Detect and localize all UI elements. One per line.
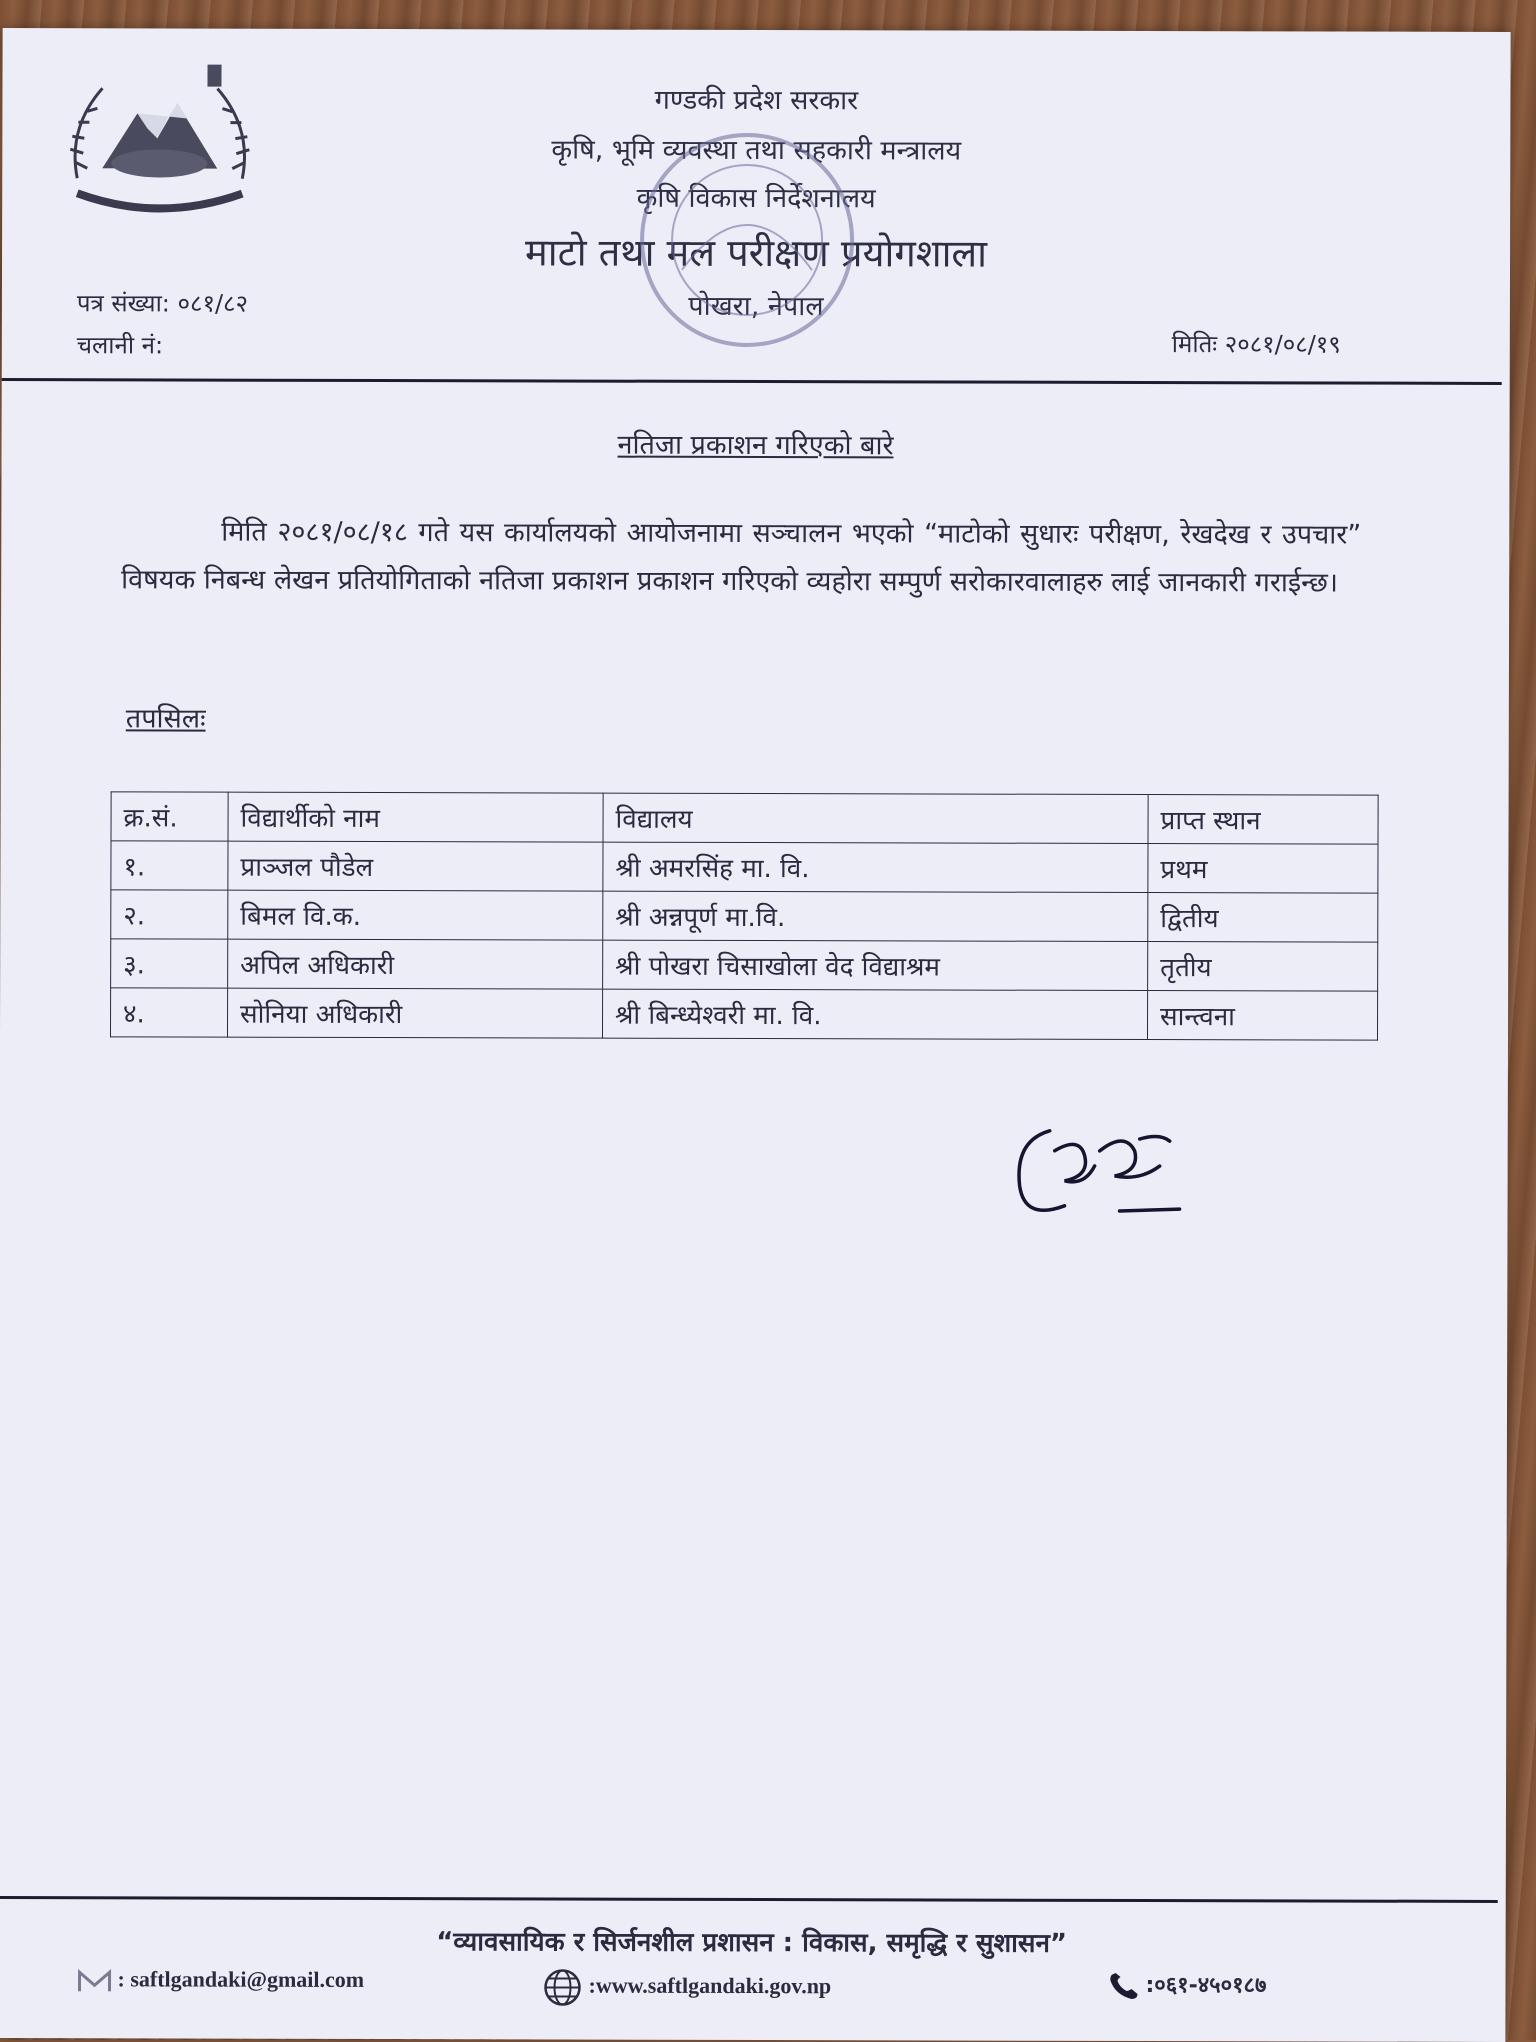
table-header-row	[111, 792, 1378, 844]
cell-student-name: सोनिया अधिकारी	[227, 988, 602, 1038]
table-row	[111, 890, 1378, 942]
header-directorate: कृषि विकास निर्देशनालय	[636, 182, 876, 215]
details-label: तपसिलः	[125, 703, 206, 735]
cell-serial: ४.	[110, 988, 227, 1037]
footer-email	[77, 1966, 364, 1994]
phone-text: :०६१-४५०१८७	[1145, 1973, 1267, 1999]
signature-icon	[1009, 1111, 1199, 1241]
cell-serial: १.	[111, 841, 228, 890]
header-government: गण्डकी प्रदेश सरकार	[654, 84, 859, 117]
header-position: प्राप्त स्थान	[1148, 795, 1378, 845]
letter-number: पत्र संख्या: ०८१/८२	[76, 289, 249, 318]
header-school: विद्यालय	[603, 793, 1148, 843]
table-row	[111, 939, 1378, 991]
header-address: पोखरा, नेपाल	[688, 290, 824, 323]
header-student-name: विद्यार्थीको नाम	[228, 792, 603, 842]
letter-page	[0, 28, 1511, 2042]
cell-position: द्वितीय	[1148, 893, 1378, 943]
header-serial: क्र.सं.	[111, 792, 228, 841]
footer-motto: “व्यावसायिक र सिर्जनशील प्रशासन : विकास, समृद्धि र सुशासन”	[436, 1927, 1068, 1959]
table-row	[110, 988, 1377, 1040]
phone-icon	[1107, 1971, 1139, 2001]
website-text: :www.saftlgandaki.gov.np	[588, 1972, 832, 1999]
cell-position: प्रथम	[1148, 844, 1378, 894]
cell-position: सान्त्वना	[1147, 991, 1377, 1041]
stamp-icon	[622, 120, 873, 361]
header-divider	[2, 378, 1502, 385]
cell-school: श्री अन्नपूर्ण मा.वि.	[603, 891, 1148, 941]
cell-school: श्री पोखरा चिसाखोला वेद विद्याश्रम	[603, 940, 1148, 990]
results-table	[110, 791, 1379, 1040]
cell-serial: २.	[111, 890, 228, 939]
header-office: माटो तथा मल परीक्षण प्रयोगशाला	[524, 230, 988, 276]
table-row	[111, 841, 1378, 893]
dispatch-number: चलानी नं:	[76, 331, 164, 360]
mail-icon	[77, 1969, 111, 1993]
footer-website	[542, 1967, 831, 2008]
footer-phone	[1107, 1969, 1266, 2001]
cell-student-name: बिमल वि.क.	[228, 890, 603, 940]
footer-divider	[0, 1896, 1498, 1903]
body-paragraph: मिति २०८१/०८/१८ गते यस कार्यालयको आयोजनामा सञ्चालन भएको “माटोको सुधारः परीक्षण, रेखदेख र उपचार” विषयक निबन्ध लेखन प्रतियोगिताको नतिजा प्रकाशन प्रकाशन गरिएको व्यहोरा सम्पुर्ण सरोकारवालाहरु लाई जानकारी गराईन्छ।	[121, 516, 1362, 599]
letter-date: मितिः २०८१/०८/१९	[1171, 330, 1341, 359]
cell-school: श्री अमरसिंह मा. वि.	[603, 842, 1148, 892]
cell-student-name: प्राञ्जल पौडेल	[228, 841, 603, 891]
cell-position: तृतीय	[1148, 942, 1378, 992]
email-text: : saftlgandaki@gmail.com	[117, 1966, 365, 1992]
header-ministry: कृषि, भूमि व्यवस्था तथा सहकारी मन्त्रालय	[551, 134, 962, 167]
cell-student-name: अपिल अधिकारी	[228, 939, 603, 989]
cell-school: श्री बिन्ध्येश्वरी मा. वि.	[602, 989, 1147, 1039]
globe-icon	[542, 1967, 582, 2007]
subject-line: नतिजा प्रकाशन गरिएको बारे	[617, 429, 894, 462]
cell-serial: ३.	[111, 939, 228, 988]
